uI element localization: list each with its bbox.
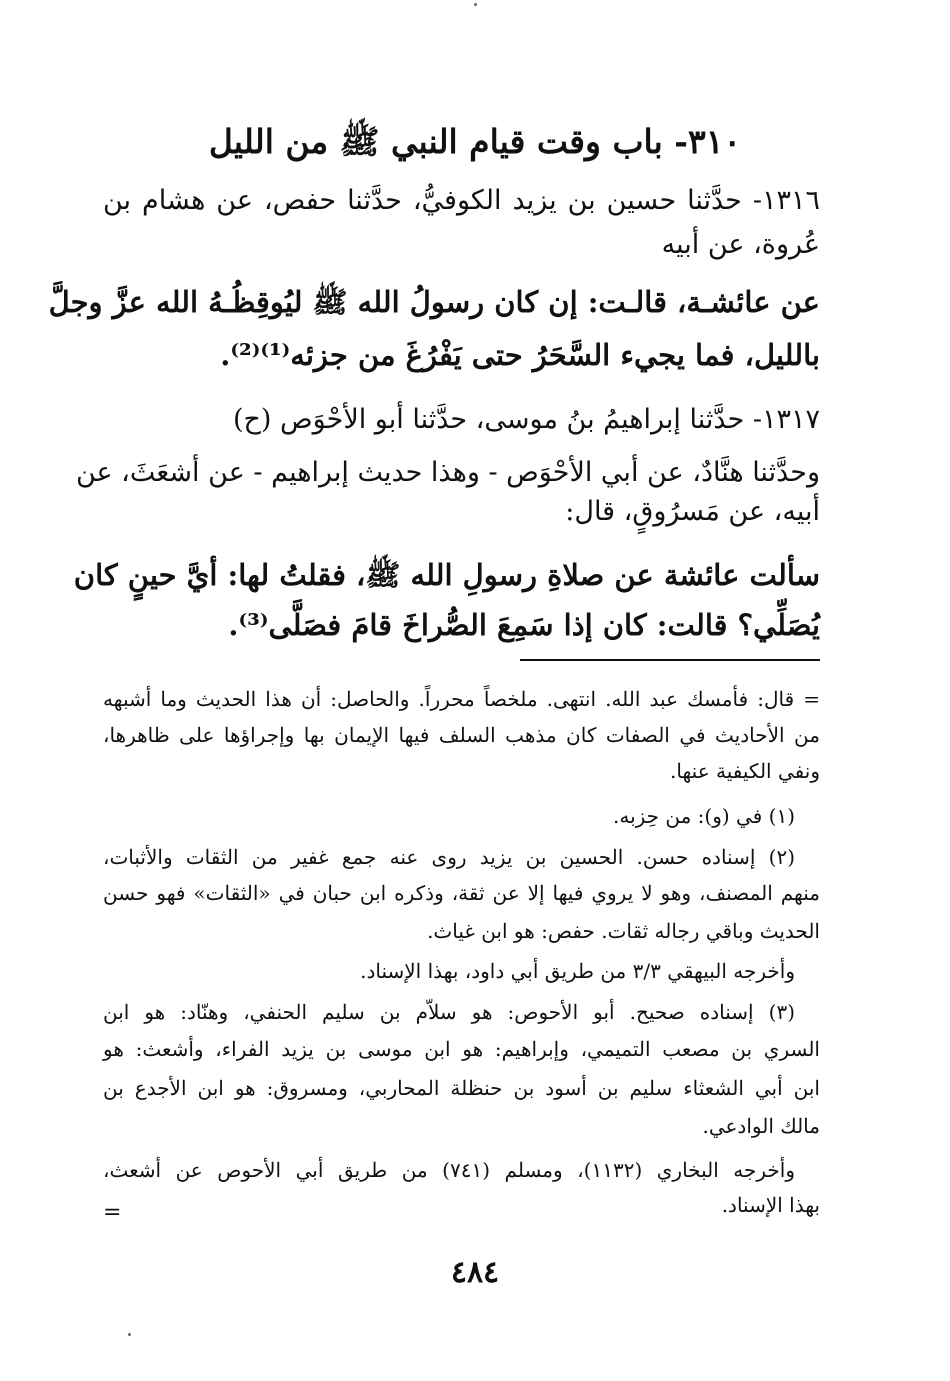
scan-speck [474, 3, 477, 6]
footnote-continuation-line-1: = قال: فأمسك عبد الله. انتهى. ملخصاً محرراً. والحاصل: أن هذا الحديث وما أشبهه [103, 687, 820, 711]
hadith-1317-isnad-line-1: ١٣١٧- حدَّثنا إبراهيمُ بنُ موسى، حدَّثنا أبو الأحْوَص (ح) [232, 404, 820, 435]
hadith-1316-matn-line-2: بالليل، فما يجيء السَّحَرُ حتى يَفْرُغَ من جزئه⁽¹⁾⁽²⁾. [220, 338, 820, 372]
hadith-1317-matn-line-2: يُصَلِّي؟ قالت: كان إذا سَمِعَ الصُّراخَ قامَ فصَلَّى⁽³⁾. [228, 608, 820, 642]
footnote-2-line-3: الحديث وباقي رجاله ثقات. حفص: هو ابن غياث. [427, 919, 820, 943]
hadith-1316-isnad-line-2: عُروة، عن أبيه [661, 229, 820, 260]
footnote-3-line-3: ابن أبي الشعثاء سليم بن أسود بن حنظلة المحاربي، ومسروق: هو ابن الأجدع بن [103, 1076, 820, 1100]
hadith-1316-matn-line-1: عن عائشـة، قالـت: إن كان رسولُ الله ﷺ ليُوقِظُـهُ الله عزَّ وجلَّ [48, 285, 820, 319]
footnote-3-line-5: وأخرجه البخاري (١١٣٢)، ومسلم (٧٤١) من طريق أبي الأحوص عن أشعث، [103, 1158, 795, 1182]
footnote-continuation-line-2: من الأحاديث في الصفات كان مذهب السلف فيها الإيمان بها وإجراؤها على ظاهرها، [103, 723, 820, 747]
footnote-3-line-2: السري بن مصعب التميمي، وإبراهيم: هو ابن موسى بن يزيد الفراء، وأشعث: هو [103, 1037, 820, 1061]
hadith-1317-matn-line-1: سألت عائشة عن صلاةِ رسولِ الله ﷺ، فقلتُ لها: أيَّ حينٍ كان [73, 558, 820, 592]
hadith-1316-isnad-line-1: ١٣١٦- حدَّثنا حسين بن يزيد الكوفيُّ، حدَّثنا حفص، عن هشام بن [103, 185, 820, 216]
continuation-mark: = [103, 1200, 122, 1225]
footnote-2-line-1: (٢) إسناده حسن. الحسين بن يزيد روى عنه جمع غفير من الثقات والأثبات، [103, 845, 795, 869]
footnote-3-line-6: بهذا الإسناد. [721, 1193, 820, 1217]
footnote-2-line-2: منهم المصنف، وهو لا يروي فيها إلا عن ثقة، وذكره ابن حبان في «الثقات» فهو حسن [103, 881, 820, 905]
scan-speck [128, 1333, 131, 1336]
footnote-3-line-4: مالك الوادعي. [702, 1114, 820, 1138]
page-number: ٤٨٤ [450, 1255, 500, 1290]
footnote-separator [520, 659, 820, 661]
hadith-1317-isnad-line-3: أبيه، عن مَسرُوقٍ، قال: [565, 496, 820, 527]
hadith-1317-isnad-line-2: وحدَّثنا هنَّادٌ، عن أبي الأحْوَص - وهذا حديث إبراهيم - عن أشعَثَ، عن [75, 457, 820, 488]
footnote-2-line-4: وأخرجه البيهقي ٣/٣ من طريق أبي داود، بهذا الإسناد. [360, 959, 795, 983]
footnote-1: (١) في (و): من حِزبه. [612, 804, 795, 828]
footnote-3-line-1: (٣) إسناده صحيح. أبو الأحوص: هو سلاّم بن سليم الحنفي، وهنّاد: هو ابن [103, 1000, 795, 1024]
footnote-continuation-line-3: ونفي الكيفية عنها. [670, 759, 820, 783]
chapter-title: ٣١٠- باب وقت قيام النبي ﷺ من الليل [208, 122, 742, 161]
